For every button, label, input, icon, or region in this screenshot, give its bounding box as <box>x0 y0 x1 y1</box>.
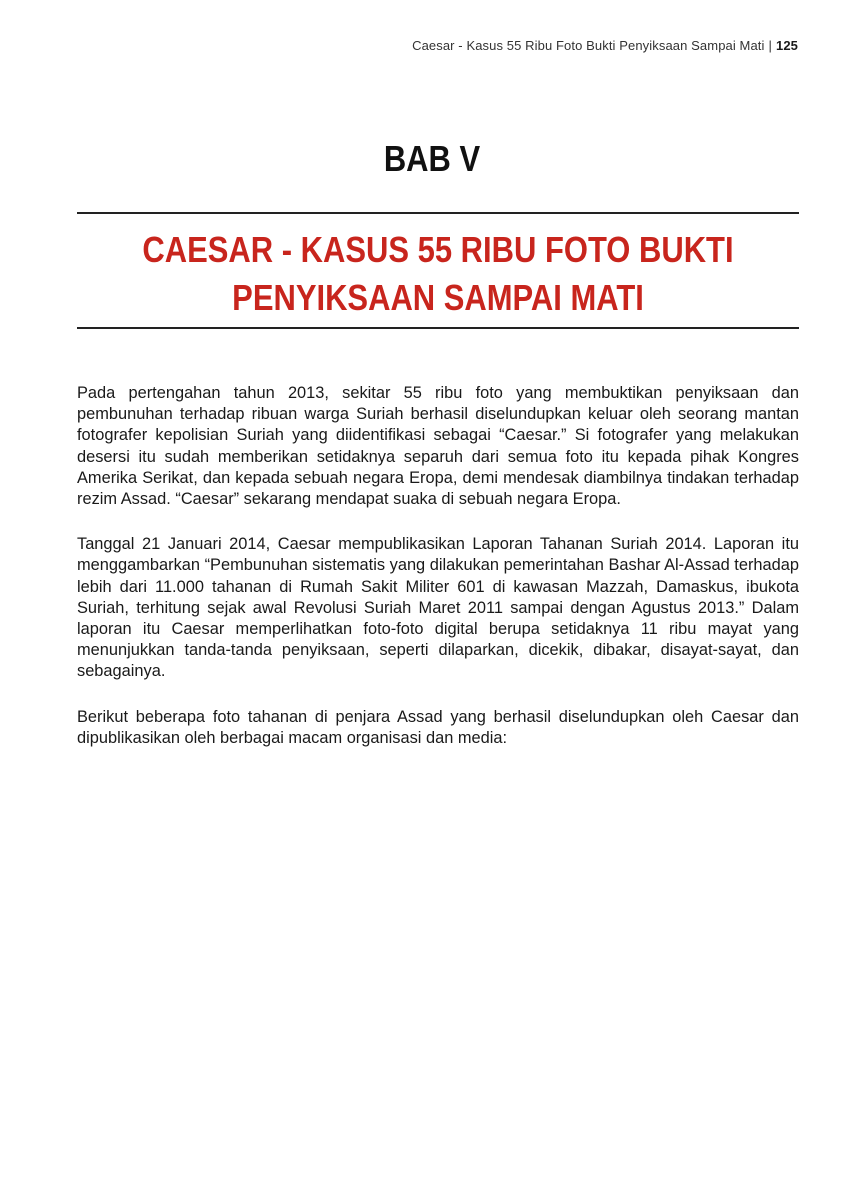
paragraph-2: Tanggal 21 Januari 2014, Caesar mempublikasikan Laporan Tahanan Suriah 2014. Laporan itu menggambarkan “Pembunuhan sistematis yang dilakukan pemerintahan Bashar Al-Assad terhadap lebih dari 11.000 tahanan di Rumah Sakit Militer 601 di kawasan Mazzah, Damaskus, ibukota Suriah, terhitung sejak awal Revolusi Suriah Maret 2011 sampai dengan Agustus 2013.” Dalam laporan itu Caesar memperlihatkan foto-foto digital berupa setidaknya 11 ribu mayat yang menunjukkan tanda-tanda penyiksaan, seperti dilaparkan, dicekik, dibakar, disayat-sayat, dan sebagainya. <box>77 535 799 681</box>
running-header-separator: | <box>768 38 772 53</box>
title-rule-bottom <box>77 327 799 329</box>
body-text <box>77 383 799 773</box>
chapter-title-line-2: PENYIKSAAN SAMPAI MATI <box>232 277 644 318</box>
page-number: 125 <box>776 38 798 53</box>
paragraph-3: Berikut beberapa foto tahanan di penjara Assad yang berhasil diselundupkan oleh Caesar dan dipublikasikan oleh berbagai macam organisasi dan media: <box>77 707 799 747</box>
chapter-title <box>128 226 749 322</box>
running-header-title: Caesar - Kasus 55 Ribu Foto Bukti Penyiksaan Sampai Mati <box>412 38 765 53</box>
chapter-label: BAB V <box>383 138 481 179</box>
title-rule-top <box>77 212 799 214</box>
chapter-title-line-1: CAESAR - KASUS 55 RIBU FOTO BUKTI <box>142 229 734 270</box>
paragraph-1: Pada pertengahan tahun 2013, sekitar 55 ribu foto yang membuktikan penyiksaan dan pembunuhan terhadap ribuan warga Suriah berhasil diselundupkan keluar oleh seorang mantan fotografer kepolisian Suriah yang diidentifikasi sebagai “Caesar.” Si fotografer yang melakukan desersi itu sudah memberikan setidaknya separuh dari semua foto itu kepada pihak Kongres Amerika Serikat, dan kepada sebuah negara Eropa, demi mendesak diambilnya tindakan terhadap rezim Assad. “Caesar” sekarang mendapat suaka di sebuah negara Eropa. <box>77 384 799 509</box>
running-header <box>412 38 798 53</box>
